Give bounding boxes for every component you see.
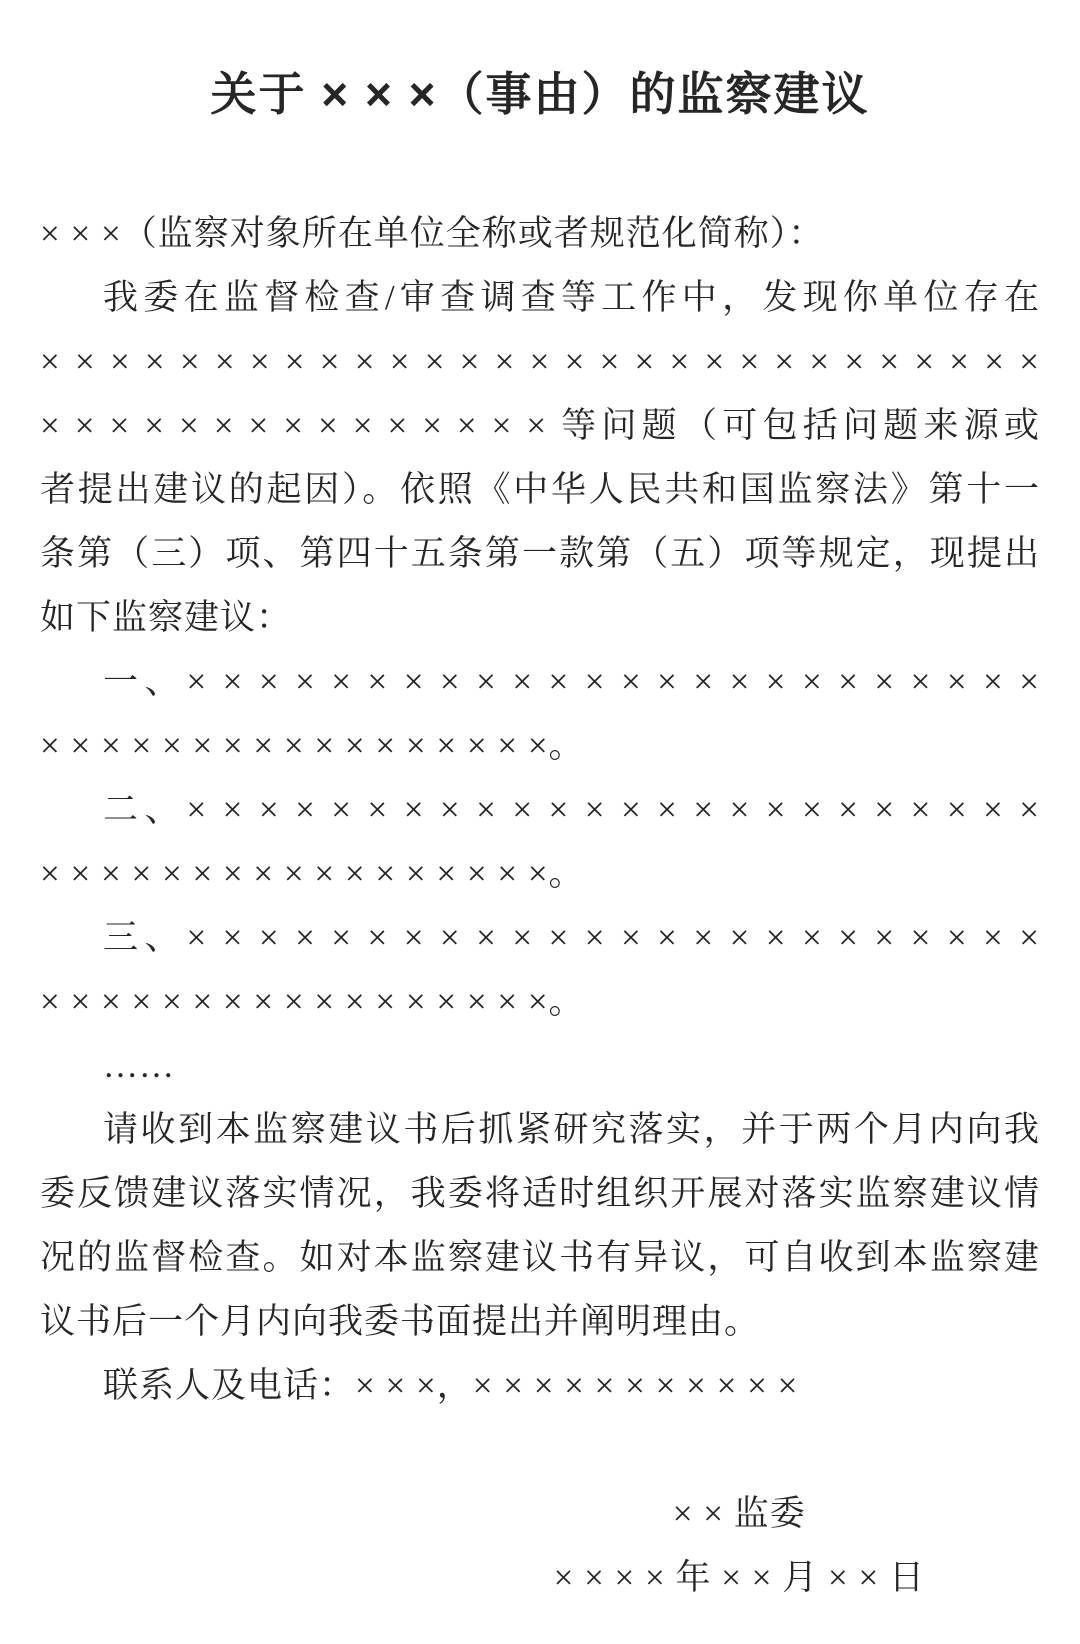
closing-line: 委反馈建议落实情况，我委将适时组织开展对落实监察建议情: [40, 1174, 1040, 1213]
ellipsis-line: ……: [103, 1046, 175, 1085]
contact-line: 联系人及电话：× × ×，× × × × × × × × × × ×: [103, 1366, 799, 1405]
recommendation-item-2-line: 二、× × × × × × × × × × × × × × × × × × × × × × × ×: [103, 790, 1040, 829]
body-line: 者提出建议的起因）。依照《中华人民共和国监察法》第十一: [40, 470, 1040, 509]
recommendation-item-1-line: 一、× × × × × × × × × × × × × × × × × × × × × × × ×: [103, 662, 1040, 701]
closing-line: 议书后一个月内向我委书面提出并阐明理由。: [40, 1302, 761, 1341]
placeholder-x-line: × × × × × × × × × × × × × × × 等问题（可包括问题来源或: [40, 406, 1040, 445]
recommendation-item-2-line: × × × × × × × × × × × × × × × × ×。: [40, 854, 585, 893]
recommendation-item-1-line: × × × × × × × × × × × × × × × × ×。: [40, 726, 585, 765]
body-line: 我委在监督检查/审查调查等工作中，发现你单位存在: [103, 278, 1040, 317]
closing-line: 况的监督检查。如对本监察建议书有异议，可自收到本监察建: [40, 1238, 1040, 1277]
document-title: 关于 × × ×（事由）的监察建议: [210, 68, 870, 120]
signature-agency: × × 监委: [672, 1494, 806, 1533]
body-line: 如下监察建议：: [40, 598, 293, 637]
signature-block: [554, 1482, 925, 1610]
body-line: 条第（三）项、第四十五条第一款第（五）项等规定，现提出: [40, 534, 1040, 573]
signature-date: × × × × 年 × × 月 × × 日: [553, 1558, 925, 1597]
recommendation-item-3-line: × × × × × × × × × × × × × × × × ×。: [40, 982, 585, 1021]
recommendation-item-3-line: 三、× × × × × × × × × × × × × × × × × × × × × × × ×: [103, 918, 1040, 957]
closing-line: 请收到本监察建议书后抓紧研究落实，并于两个月内向我: [103, 1110, 1040, 1149]
salutation-line: × × ×（监察对象所在单位全称或者规范化简称）：: [40, 214, 825, 253]
placeholder-x-line: × × × × × × × × × × × × × × × × × × × × × × × × × × × × ×: [40, 342, 1040, 381]
